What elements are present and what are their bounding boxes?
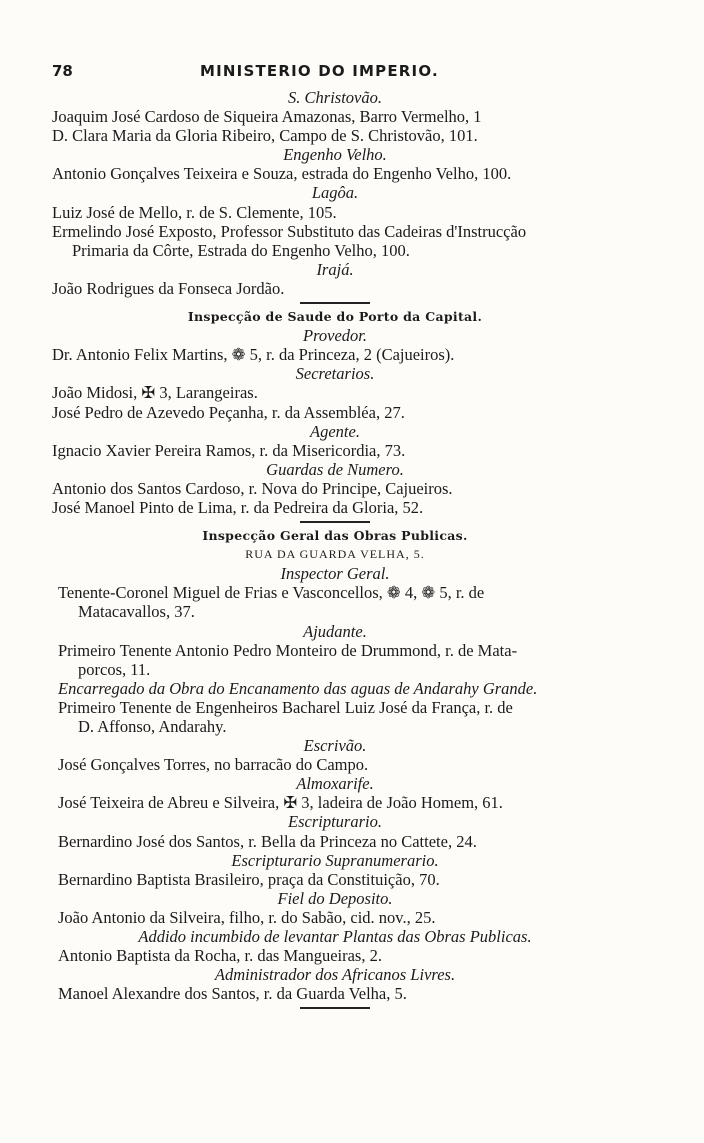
entry-line: Antonio dos Santos Cardoso, r. Nova do Principe, Cajueiros. (52, 478, 453, 498)
section-heading: Inspecção Geral das Obras Publicas. (202, 528, 468, 544)
entry-line: Primeiro Tenente de Engenheiros Bacharel Luiz José da França, r. de (58, 697, 513, 717)
district-heading: Lagôa. (311, 183, 359, 203)
entry-line: Dr. Antonio Felix Martins, ❁ 5, r. da Princeza, 2 (Cajueiros). (52, 345, 455, 365)
entry-continuation: porcos, 11. (78, 659, 151, 679)
role-heading: Escripturario. (288, 812, 382, 832)
district-heading: S. Christovão. (288, 88, 382, 107)
entry-line: Tenente-Coronel Miguel de Frias e Vasconcellos, ❁ 4, ❁ 5, r. de (58, 583, 485, 603)
running-title: MINISTERIO DO IMPERIO. (200, 62, 439, 80)
role-heading: Guardas de Numero. (266, 459, 404, 479)
entry-line: João Antonio da Silveira, filho, r. do Sabão, cid. nov., 25. (58, 907, 436, 927)
entry-line: José Teixeira de Abreu e Silveira, ✠ 3, ladeira de João Homem, 61. (58, 793, 503, 813)
role-heading: Addido incumbido de levantar Plantas das Obras Publicas. (138, 927, 532, 947)
entry-line: Ermelindo José Exposto, Professor Substituto das Cadeiras d'Instrucção (52, 221, 527, 241)
page-number: 78 (52, 62, 73, 80)
section-rule (300, 302, 370, 304)
directory-listing (52, 88, 618, 1012)
section-rule (300, 521, 370, 523)
entry-line: Luiz José de Mello, r. de S. Clemente, 105. (52, 202, 337, 222)
entry-continuation: Matacavallos, 37. (78, 602, 195, 622)
entry-line: Bernardino José dos Santos, r. Bella da Princeza no Cattete, 24. (58, 831, 477, 851)
entry-continuation: Primaria da Côrte, Estrada do Engenho Velho, 100. (72, 240, 410, 260)
entry-continuation: D. Affonso, Andarahy. (78, 717, 227, 736)
role-heading: Escrivão. (303, 736, 367, 756)
role-heading: Ajudante. (303, 621, 367, 641)
section-address: RUA DA GUARDA VELHA, 5. (245, 547, 425, 562)
role-heading: Encarregado da Obra do Encanamento das aguas de Andarahy Grande. (58, 678, 538, 698)
role-heading: Inspector Geral. (280, 564, 390, 584)
role-heading: Provedor. (302, 326, 367, 346)
role-heading: Fiel do Deposito. (277, 888, 393, 908)
district-heading: Irajá. (316, 259, 354, 279)
role-heading: Almoxarife. (296, 774, 374, 794)
entry-line: João Midosi, ✠ 3, Larangeiras. (52, 383, 258, 403)
entry-line: D. Clara Maria da Gloria Ribeiro, Campo de S. Christovão, 101. (52, 126, 478, 146)
role-heading: Agente. (310, 421, 360, 441)
entry-line: José Pedro de Azevedo Peçanha, r. da Assembléa, 27. (52, 402, 405, 422)
district-heading: Engenho Velho. (283, 145, 387, 165)
role-heading: Escripturario Supranumerario. (231, 850, 439, 870)
section-rule (300, 1007, 370, 1009)
entry-line: Antonio Gonçalves Teixeira e Souza, estrada do Engenho Velho, 100. (52, 164, 512, 184)
role-heading: Secretarios. (295, 364, 375, 384)
entry-line: Primeiro Tenente Antonio Pedro Monteiro de Drummond, r. de Mata- (58, 640, 518, 660)
entry-line: Antonio Baptista da Rocha, r. das Mangueiras, 2. (58, 946, 382, 966)
entry-line: Bernardino Baptista Brasileiro, praça da Constituição, 70. (58, 869, 440, 889)
entry-line: Ignacio Xavier Pereira Ramos, r. da Misericordia, 73. (52, 440, 406, 460)
entry-line: José Manoel Pinto de Lima, r. da Pedreira da Gloria, 52. (52, 497, 424, 517)
role-heading: Administrador dos Africanos Livres. (214, 965, 456, 985)
entry-line: Joaquim José Cardoso de Siqueira Amazonas, Barro Vermelho, 1 (52, 107, 482, 127)
section-heading: Inspecção de Saude do Porto da Capital. (187, 309, 483, 325)
running-header (52, 62, 662, 86)
entry-line: José Gonçalves Torres, no barracão do Campo. (58, 755, 369, 775)
entry-line: João Rodrigues da Fonseca Jordão. (52, 278, 285, 298)
entry-line: Manoel Alexandre dos Santos, r. da Guarda Velha, 5. (58, 984, 407, 1004)
